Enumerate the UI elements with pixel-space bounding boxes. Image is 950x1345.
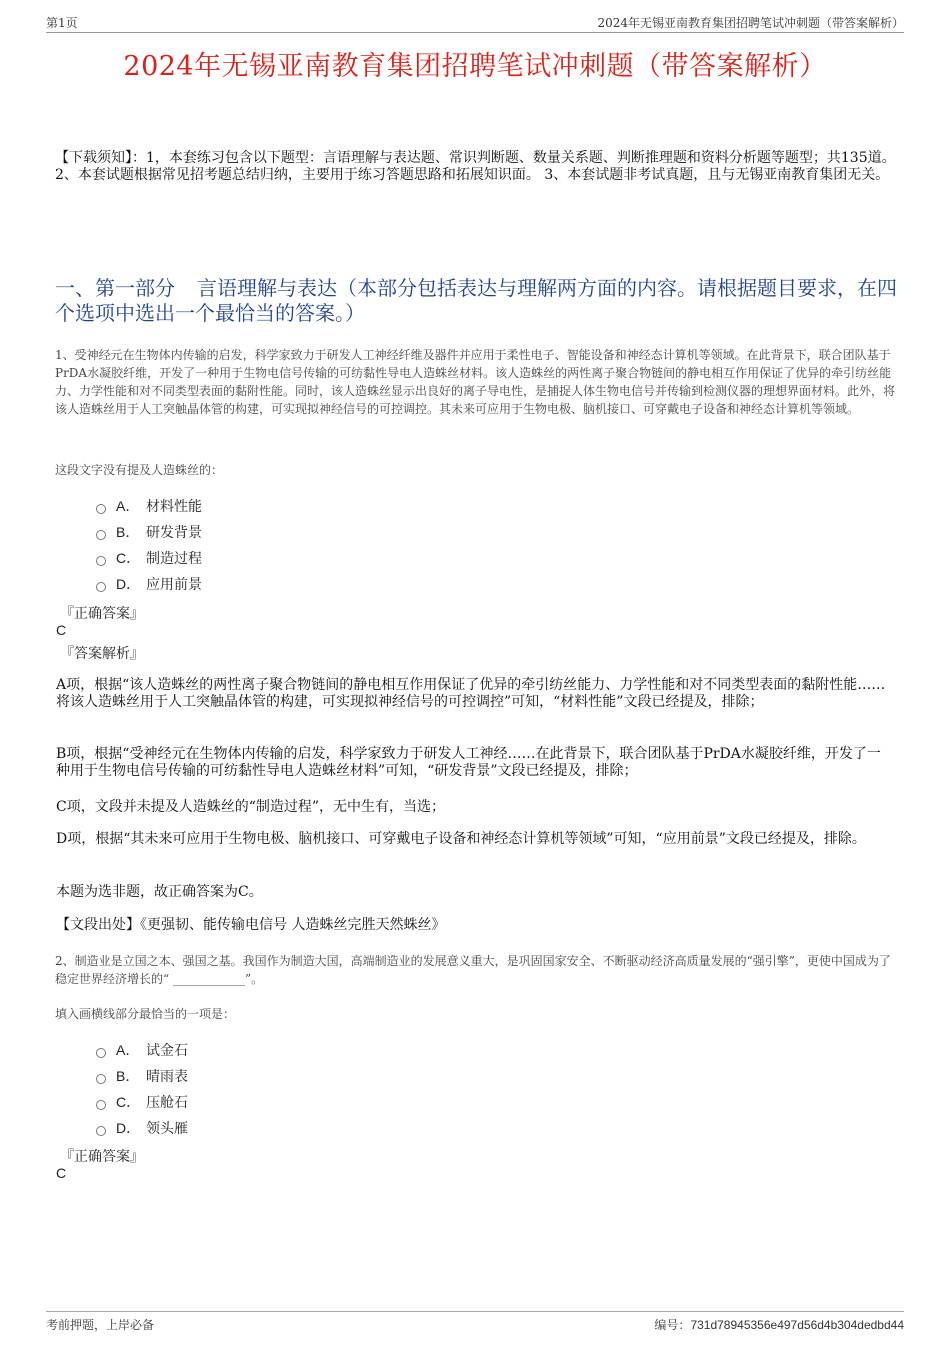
analysis-b: B项，根据“受神经元在生物体内传输的启发，科学家致力于研发人工神经……在此背景下，联合团队基于PrDA水凝胶纤维，开发了一种用于生物电信号传输的可纺黏性导电人造蛛丝材料”可知，“研发背景”文段已经提及，排除； bbox=[56, 746, 881, 779]
option-text: 材料性能 bbox=[146, 499, 202, 515]
radio-icon[interactable] bbox=[96, 1126, 106, 1136]
option-text: 试金石 bbox=[146, 1043, 188, 1059]
option-b[interactable] bbox=[96, 1063, 496, 1089]
radio-icon[interactable] bbox=[96, 556, 106, 566]
radio-icon[interactable] bbox=[96, 582, 106, 592]
correct-answer-label: 『正确答案』 bbox=[60, 1149, 144, 1165]
code-value: 731d78945356e497d56d4b304dedbd44 bbox=[690, 1318, 904, 1332]
question-1-passage: 1、受神经元在生物体内传输的启发，科学家致力于研发人工神经纤维及器件并应用于柔性电子、智能设备和神经态计算机等领域。在此背景下，联合团队基于PrDA水凝胶纤维，开发了一种用于生物电信号传输的可纺黏性导电人造蛛丝材料。该人造蛛丝的两性离子聚合物链间的静电相互作用保证了优异的牵引纺丝能力、力学性能和对不同类型表面的黏附性能。同时，该人造蛛丝显示出良好的离子导电性，是捕捉人体生物电信号并传输到检测仪器的理想界面材料。此外，将该人造蛛丝用于人工突触晶体管的构建，可实现拟神经信号的可控调控。其未来可应用于生物电极、脑机接口、可穿戴电子设备和神经态计算机等领域。 bbox=[55, 348, 896, 416]
option-text: 应用前景 bbox=[146, 577, 202, 593]
option-text: 制造过程 bbox=[146, 551, 202, 567]
header-doc-title: 2024年无锡亚南教育集团招聘笔试冲刺题（带答案解析） bbox=[597, 16, 904, 30]
question-1-prompt: 这段文字没有提及人造蛛丝的： bbox=[55, 463, 224, 477]
download-notice: 【下载须知】：1，本套练习包含以下题型：言语理解与表达题、常识判断题、数量关系题、判断推理题和资料分析题等题型；共135道。 2、本套试题根据常见招考题总结归纳，主要用于练习答题思路和拓展知识面。 3、本套试题非考试真题，且与无锡亚南教育集团无关。 bbox=[55, 150, 896, 183]
option-d[interactable] bbox=[96, 1115, 496, 1141]
document-code bbox=[654, 1316, 904, 1333]
option-letter: D． bbox=[116, 576, 141, 592]
analysis-a: A项，根据“该人造蛛丝的两性离子聚合物链间的静电相互作用保证了优异的牵引纺丝能力、力学性能和对不同类型表面的黏附性能……将该人造蛛丝用于人工突触晶体管的构建，可实现拟神经信号的可控调控”可知，“材料性能”文段已经提及，排除； bbox=[56, 677, 886, 710]
option-letter: A． bbox=[116, 1042, 140, 1058]
analysis-conclusion: 本题为选非题，故正确答案为C。 bbox=[56, 884, 263, 900]
option-d[interactable] bbox=[96, 571, 496, 597]
footer-slogan: 考前押题，上岸必备 bbox=[46, 1318, 155, 1332]
section-number: 一、第一部分 bbox=[55, 276, 175, 300]
radio-icon[interactable] bbox=[96, 1074, 106, 1084]
option-letter: B． bbox=[116, 524, 140, 540]
text-source: 【文段出处】《更强韧、能传输电信号 人造蛛丝完胜天然蛛丝》 bbox=[56, 917, 446, 933]
page-number: 第1页 bbox=[46, 16, 78, 30]
question-2-passage: 2、制造业是立国之本、强国之基。我国作为制造大国，高端制造业的发展意义重大，是巩固国家安全、不断驱动经济高质量发展的“强引擎”，更使中国成为了稳定世界经济增长的“ ____________”。 bbox=[55, 954, 891, 986]
code-label: 编号： bbox=[654, 1318, 691, 1332]
document-title: 2024年无锡亚南教育集团招聘笔试冲刺题（带答案解析） bbox=[123, 51, 827, 82]
option-b[interactable] bbox=[96, 519, 496, 545]
section-text: 言语理解与表达（本部分包括表达与理解两方面的内容。请根据题目要求，在四个选项中选出一个最恰当的答案。） bbox=[55, 276, 897, 325]
option-letter: B． bbox=[116, 1068, 140, 1084]
radio-icon[interactable] bbox=[96, 504, 106, 514]
option-letter: C． bbox=[116, 550, 141, 566]
correct-answer-label: 『正确答案』 bbox=[60, 606, 144, 622]
option-text: 晴雨表 bbox=[146, 1069, 188, 1085]
section-heading bbox=[55, 276, 900, 326]
option-a[interactable] bbox=[96, 1037, 496, 1063]
question-2-options bbox=[96, 1037, 496, 1141]
question-1-options bbox=[96, 493, 496, 597]
option-letter: D． bbox=[116, 1120, 141, 1136]
correct-answer: C bbox=[56, 1165, 67, 1181]
analysis-label: 『答案解析』 bbox=[60, 646, 144, 662]
option-c[interactable] bbox=[96, 1089, 496, 1115]
option-letter: C． bbox=[116, 1094, 141, 1110]
page-header bbox=[46, 12, 904, 33]
radio-icon[interactable] bbox=[96, 1100, 106, 1110]
question-2-prompt: 填入画横线部分最恰当的一项是： bbox=[55, 1007, 236, 1021]
option-c[interactable] bbox=[96, 545, 496, 571]
correct-answer: C bbox=[56, 622, 67, 638]
page-footer bbox=[46, 1311, 904, 1332]
radio-icon[interactable] bbox=[96, 530, 106, 540]
option-text: 领头雁 bbox=[146, 1121, 188, 1137]
analysis-d: D项，根据“其未来可应用于生物电极、脑机接口、可穿戴电子设备和神经态计算机等领域”可知，“应用前景”文段已经提及，排除。 bbox=[56, 831, 866, 847]
option-text: 压舱石 bbox=[146, 1095, 188, 1111]
option-letter: A． bbox=[116, 498, 140, 514]
option-text: 研发背景 bbox=[146, 525, 202, 541]
analysis-c: C项，文段并未提及人造蛛丝的“制造过程”，无中生有，当选； bbox=[56, 799, 446, 815]
option-a[interactable] bbox=[96, 493, 496, 519]
radio-icon[interactable] bbox=[96, 1048, 106, 1058]
